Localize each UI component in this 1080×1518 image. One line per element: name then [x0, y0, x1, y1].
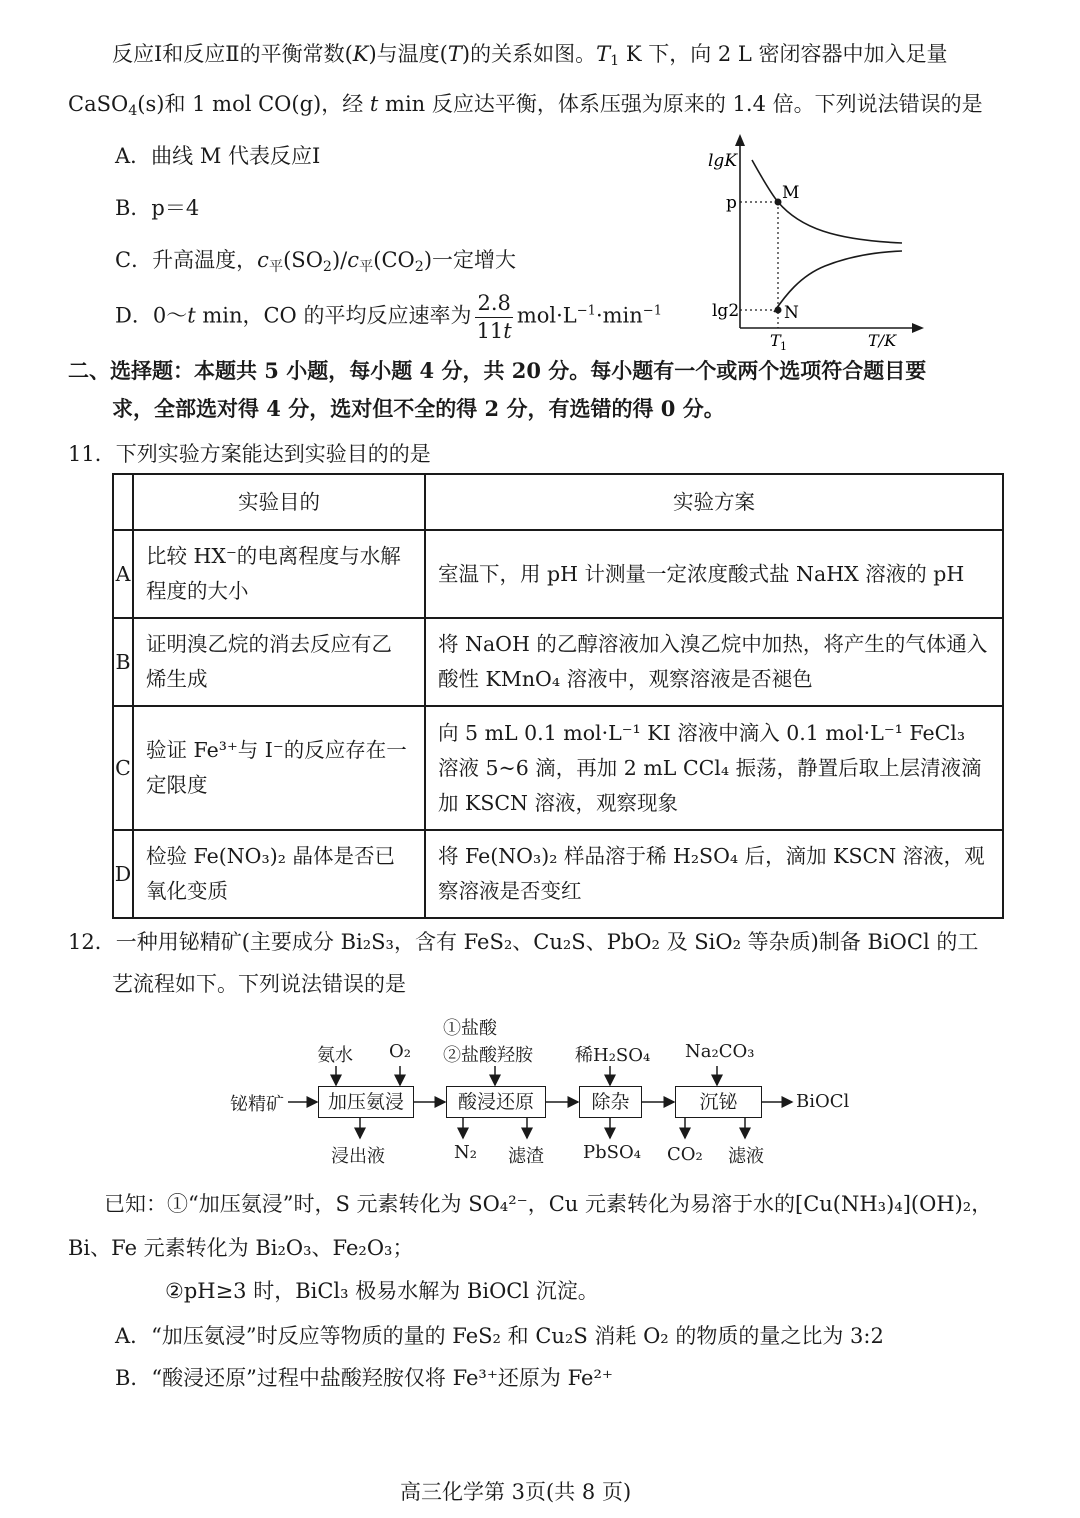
flow-step-precipitate-bi: 沉铋	[675, 1086, 762, 1118]
row-goal: 检验 Fe(NO₃)₂ 晶体是否已氧化变质	[133, 830, 425, 918]
section2-line-1: 二、选择题：本题共 5 小题，每小题 4 分，共 20 分。每小题有一个或两个选项符合题目要	[68, 358, 927, 383]
q10-option-b[interactable]: B．p＝4	[115, 196, 200, 220]
rate-fraction: $\frac{2.8}{11t}$	[476, 291, 512, 343]
row-label: D	[113, 830, 133, 918]
header-plan: 实验方案	[425, 474, 1003, 530]
x-axis-label: T/K	[868, 331, 897, 350]
lg2-label: lg2	[712, 301, 740, 321]
flow-output-filtrate: 滤液	[728, 1146, 764, 1167]
row-label: C	[113, 706, 133, 830]
q12-option-a[interactable]: A．“加压氨浸”时反应等物质的量的 FeS₂ 和 Cu₂S 消耗 O₂ 的物质的量之比为 3:2	[115, 1324, 884, 1348]
q12-option-b[interactable]: B．“酸浸还原”过程中盐酸羟胺仅将 Fe³⁺还原为 Fe²⁺	[115, 1366, 613, 1390]
flow-step-remove-impurity: 除杂	[579, 1086, 642, 1118]
flow-output-residue: 滤渣	[508, 1146, 544, 1167]
header-goal: 实验目的	[133, 474, 425, 530]
point-n-label: N	[784, 303, 799, 323]
row-goal: 比较 HX⁻的电离程度与水解程度的大小	[133, 530, 425, 618]
q10-option-a[interactable]: A．曲线 M 代表反应Ⅰ	[115, 144, 321, 168]
row-label: A	[113, 530, 133, 618]
q11-stem: 11．下列实验方案能达到实验目的的是	[68, 442, 431, 466]
t1-sub: 1	[780, 340, 787, 350]
flow-output-pbso4: PbSO₄	[583, 1142, 641, 1163]
flow-end: BiOCl	[796, 1091, 850, 1112]
flow-input-o2: O₂	[389, 1041, 411, 1062]
flow-output-n2: N₂	[454, 1142, 477, 1163]
page-footer: 高三化学第 3页(共 8 页)	[400, 1480, 632, 1504]
flow-input-hydroxylamine: ②盐酸羟胺	[443, 1045, 533, 1066]
intro-line-1: 反应Ⅰ和反应Ⅱ的平衡常数(K)与温度(T)的关系如图。$T_1$ K 下，向 2 L 密闭容器中加入足量	[112, 42, 948, 69]
row-plan: 室温下，用 pH 计测量一定浓度酸式盐 NaHX 溶液的 pH	[425, 530, 1003, 618]
flow-step-ammonia-leach: 加压氨浸	[318, 1086, 414, 1118]
p-label: p	[726, 193, 737, 213]
point-m-label: M	[782, 183, 800, 203]
row-plan: 向 5 mL 0.1 mol·L⁻¹ KI 溶液中滴入 0.1 mol·L⁻¹ FeCl₃ 溶液 5~6 滴，再加 2 mL CCl₄ 振荡，静置后取上层清液滴加 KSCN 溶液，观察现象	[425, 706, 1003, 830]
q12-stem-line-2: 艺流程如下。下列说法错误的是	[112, 972, 406, 996]
row-label: B	[113, 618, 133, 706]
section2-line-2: 求，全部选对得 4 分，选对但不全的得 2 分，有选错的得 0 分。	[112, 396, 725, 421]
q10-option-d[interactable]: D．0～t min，CO 的平均反应速率为 $\frac{2.8}{11t}$ $mol\cdot L^{-1}\cdot\min^{-1}$	[115, 291, 662, 343]
flow-start: 铋精矿	[230, 1094, 284, 1115]
y-axis-label: lgK	[708, 151, 738, 171]
flow-input-ammonia: 氨水	[317, 1045, 353, 1066]
flow-input-h2so4: 稀H₂SO₄	[575, 1045, 651, 1066]
row-goal: 证明溴乙烷的消去反应有乙烯生成	[133, 618, 425, 706]
row-plan: 将 Fe(NO₃)₂ 样品溶于稀 H₂SO₄ 后，滴加 KSCN 溶液，观察溶液是否变红	[425, 830, 1003, 918]
q12-known-3: ②pH≥3 时，BiCl₃ 极易水解为 BiOCl 沉淀。	[165, 1279, 599, 1303]
q10-option-c[interactable]: C．升高温度，$c_平(SO_2)/c_平(CO_2)$一定增大	[115, 248, 517, 275]
q12-known-2: Bi、Fe 元素转化为 Bi₂O₃、Fe₂O₃；	[68, 1236, 414, 1260]
q12-known-1: 已知：①“加压氨浸”时，S 元素转化为 SO₄²⁻，Cu 元素转化为易溶于水的[Cu(NH₃)₄](OH)₂，	[104, 1192, 993, 1216]
flow-input-hcl: ①盐酸	[443, 1018, 497, 1039]
flow-input-na2co3: Na₂CO₃	[685, 1041, 755, 1062]
row-plan: 将 NaOH 的乙醇溶液加入溴乙烷中加热，将产生的气体通入酸性 KMnO₄ 溶液中，观察溶液是否褪色	[425, 618, 1003, 706]
q12-stem-line-1: 12．一种用铋精矿(主要成分 Bi₂S₃，含有 FeS₂、Cu₂S、PbO₂ 及 SiO₂ 等杂质)制备 BiOCl 的工	[68, 930, 979, 954]
flow-output-leachate: 浸出液	[331, 1146, 385, 1167]
flow-output-co2: CO₂	[667, 1144, 703, 1165]
flow-step-acid-reduce: 酸浸还原	[446, 1086, 546, 1118]
row-goal: 验证 Fe³⁺与 I⁻的反应存在一定限度	[133, 706, 425, 830]
intro-line-2: CaSO$_4$(s)和 1 mol CO(g)，经 t min 反应达平衡，体系压强为原来的 1.4 倍。下列说法错误的是	[68, 92, 983, 119]
t1-label: T	[770, 331, 781, 350]
